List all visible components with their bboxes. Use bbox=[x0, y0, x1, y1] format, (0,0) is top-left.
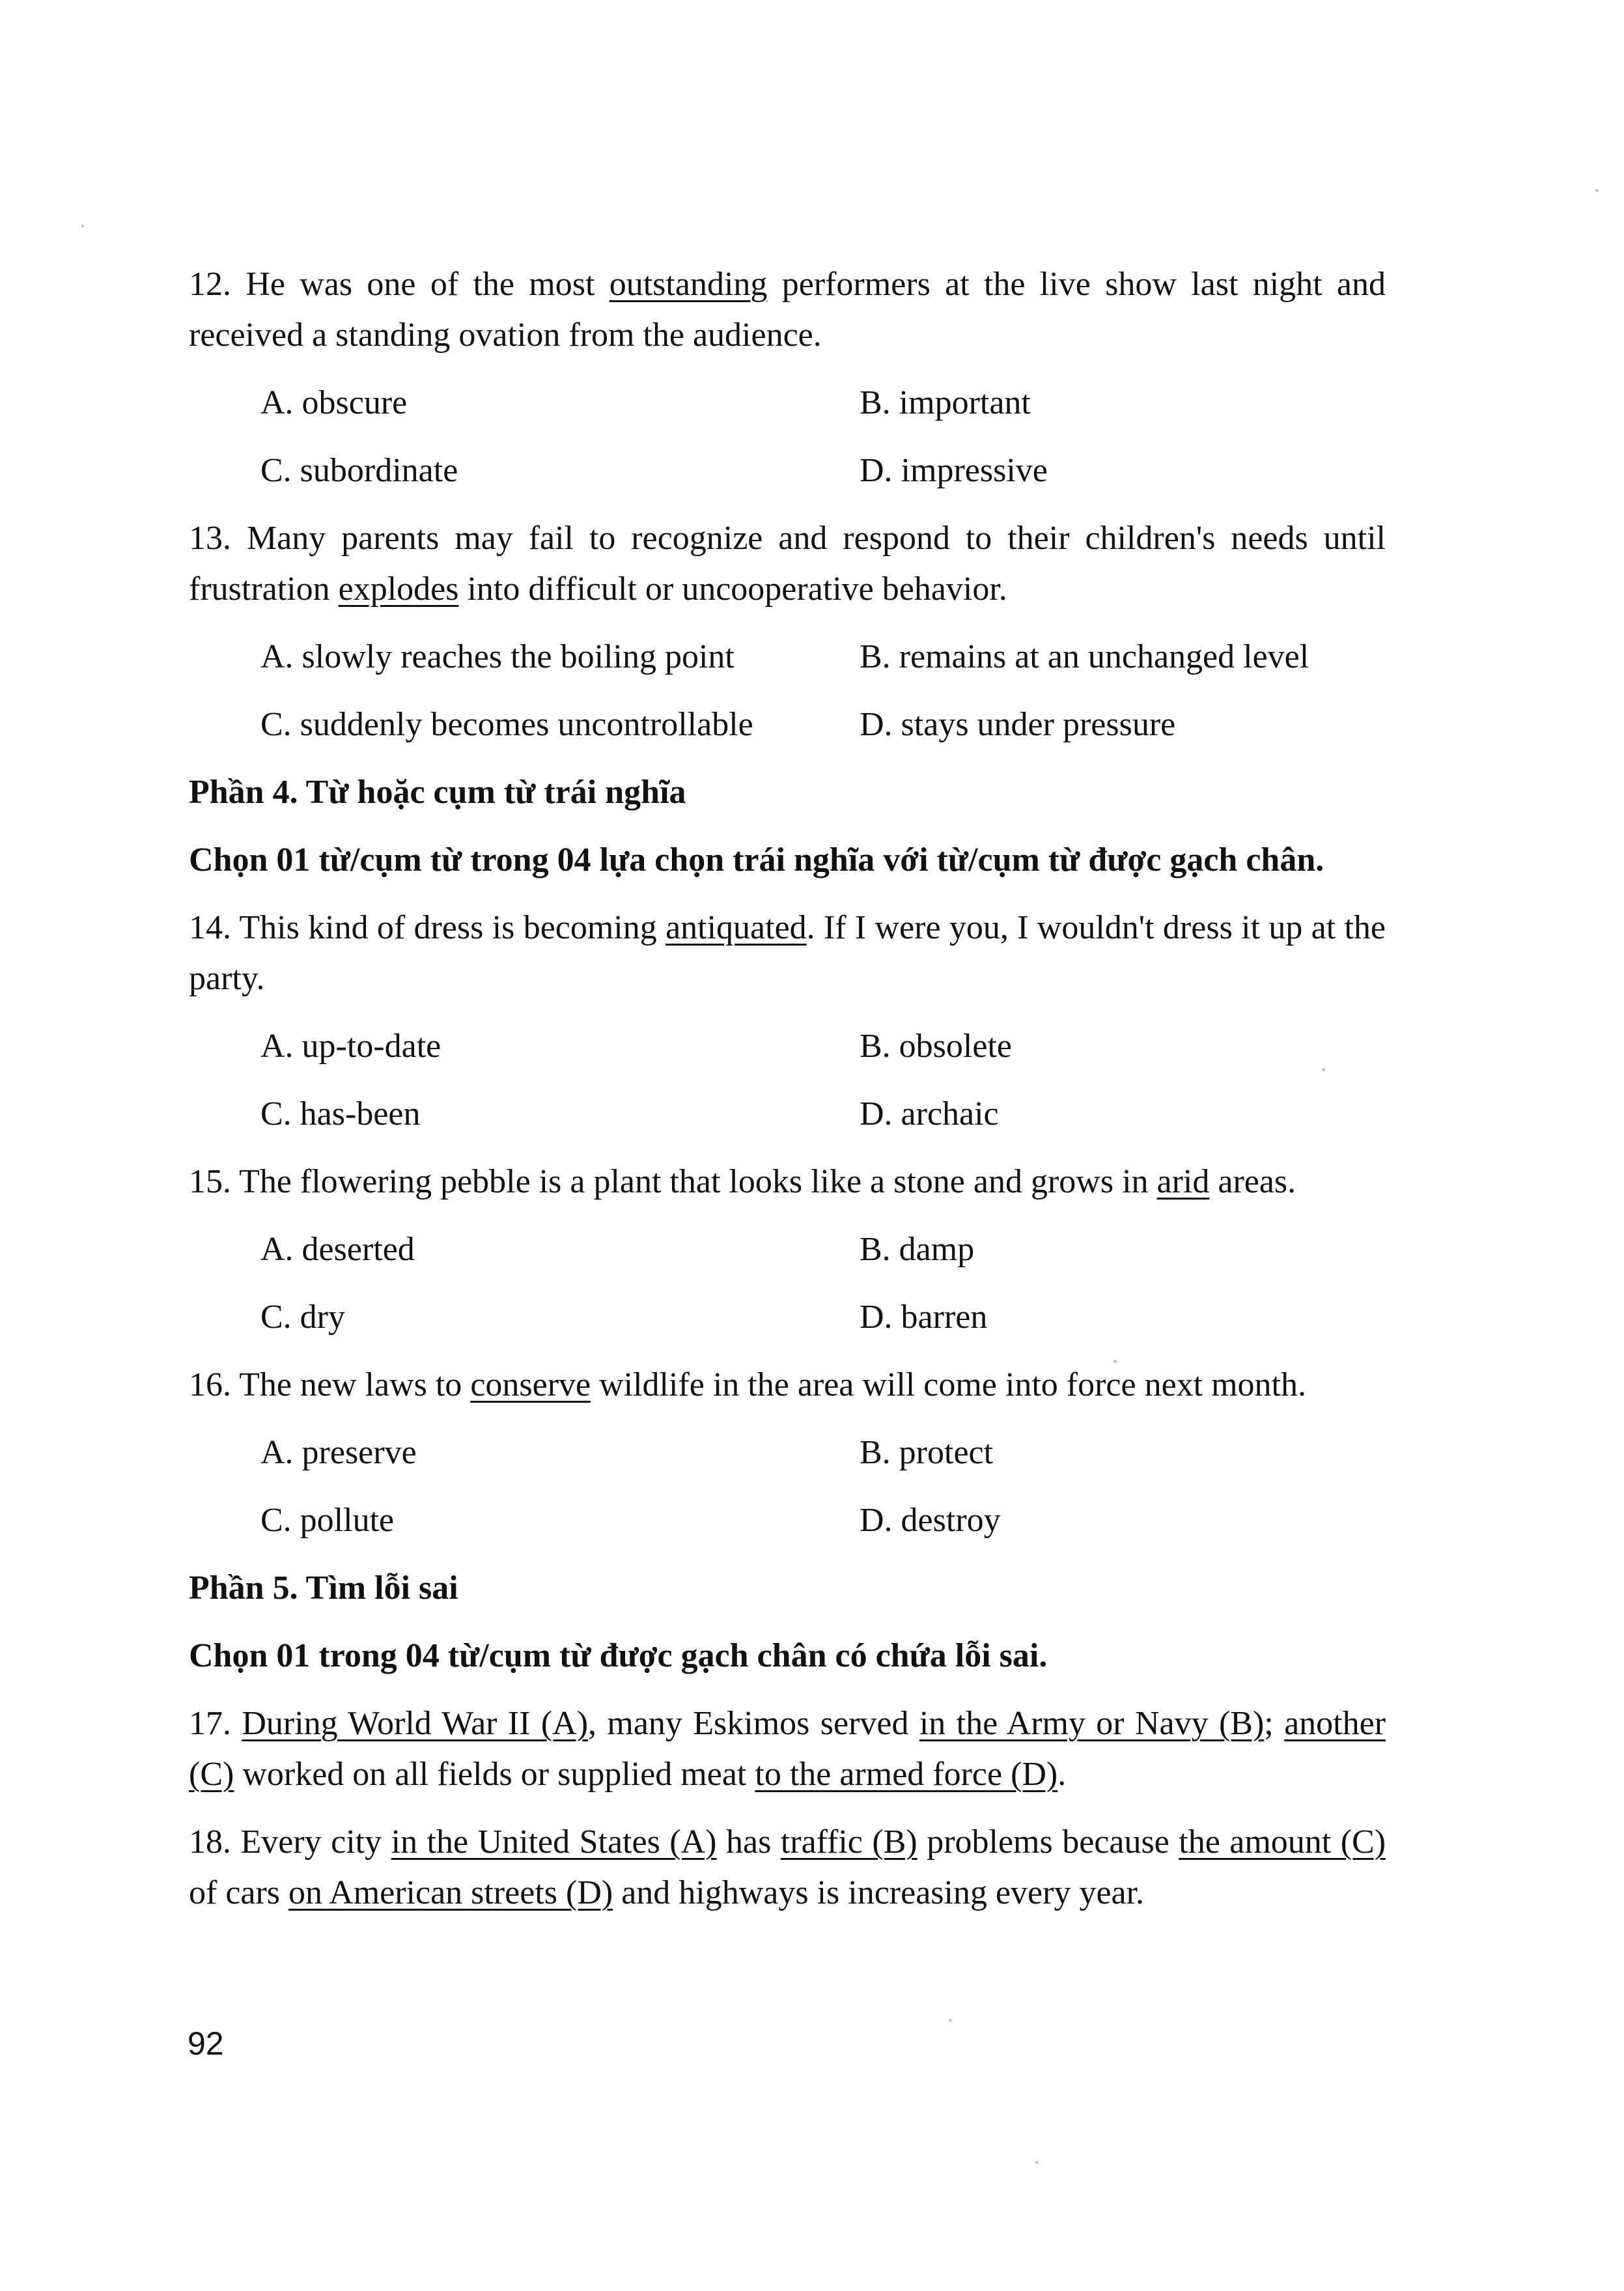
option-b[interactable]: B. remains at an unchanged level bbox=[860, 638, 1309, 675]
option-d[interactable]: D. stays under pressure bbox=[860, 706, 1176, 743]
question-number: 12. bbox=[189, 266, 231, 303]
question-15 bbox=[189, 1157, 1386, 1207]
underlined-word: outstanding bbox=[609, 266, 768, 303]
question-text: . If I were you, I wouldn't dress it up at the party. bbox=[189, 909, 1386, 997]
question-number: 17. bbox=[189, 1705, 231, 1742]
underlined-segment-b[interactable]: in the Army or Navy (B) bbox=[919, 1705, 1265, 1742]
option-d[interactable]: D. impressive bbox=[860, 452, 1048, 489]
options-q15 bbox=[189, 1224, 1386, 1343]
section-4-instruction: Chọn 01 từ/cụm từ trong 04 lựa chọn trái nghĩa với từ/cụm từ được gạch chân. bbox=[189, 841, 1324, 878]
option-a[interactable]: A. preserve bbox=[260, 1434, 417, 1471]
question-text: of cars bbox=[189, 1874, 281, 1911]
question-18 bbox=[189, 1817, 1386, 1919]
section-5-instruction: Chọn 01 trong 04 từ/cụm từ được gạch chân có chứa lỗi sai. bbox=[189, 1637, 1048, 1674]
underlined-word: arid bbox=[1156, 1163, 1210, 1200]
question-16 bbox=[189, 1360, 1386, 1411]
question-text: problems because bbox=[927, 1823, 1169, 1861]
question-13 bbox=[189, 513, 1386, 615]
question-text: The new laws to bbox=[239, 1366, 462, 1403]
section-5-title: Phần 5. Tìm lỗi sai bbox=[189, 1569, 458, 1607]
question-text: , many Eskimos served bbox=[588, 1705, 909, 1742]
option-d[interactable]: D. barren bbox=[860, 1299, 988, 1336]
underlined-word: explodes bbox=[338, 570, 459, 608]
option-a[interactable]: A. up-to-date bbox=[260, 1028, 441, 1065]
options-q12 bbox=[189, 378, 1386, 496]
option-b[interactable]: B. damp bbox=[860, 1231, 975, 1268]
page-number: 92 bbox=[188, 2025, 224, 2062]
option-d[interactable]: D. archaic bbox=[860, 1095, 999, 1132]
underlined-segment-b[interactable]: traffic (B) bbox=[780, 1823, 917, 1861]
question-text: worked on all fields or supplied meat bbox=[242, 1756, 747, 1793]
question-text: The flowering pebble is a plant that looks like a stone and grows in bbox=[239, 1163, 1149, 1200]
question-number: 16. bbox=[189, 1366, 231, 1403]
question-number: 18. bbox=[189, 1823, 231, 1861]
option-b[interactable]: B. important bbox=[860, 384, 1031, 421]
option-a[interactable]: A. obscure bbox=[260, 384, 408, 421]
underlined-word: antiquated bbox=[665, 909, 807, 946]
question-number: 15. bbox=[189, 1163, 231, 1200]
options-q13 bbox=[189, 632, 1386, 750]
section-4-title: Phần 4. Từ hoặc cụm từ trái nghĩa bbox=[189, 774, 686, 811]
option-c[interactable]: C. pollute bbox=[260, 1502, 395, 1539]
question-text: Every city bbox=[240, 1823, 382, 1861]
question-text: wildlife in the area will come into force next month. bbox=[599, 1366, 1306, 1403]
question-text: . bbox=[1057, 1756, 1067, 1793]
question-text: He was one of the most bbox=[245, 266, 595, 303]
question-text: into difficult or uncooperative behavior. bbox=[467, 570, 1007, 608]
question-17 bbox=[189, 1698, 1386, 1800]
scan-speck bbox=[1322, 1068, 1325, 1071]
underlined-segment-a[interactable]: During World War II (A) bbox=[242, 1705, 589, 1742]
option-c[interactable]: C. dry bbox=[260, 1299, 345, 1336]
scan-speck bbox=[1035, 2161, 1039, 2164]
question-text: ; bbox=[1264, 1705, 1274, 1742]
question-text: and highways is increasing every year. bbox=[621, 1874, 1145, 1911]
options-q16 bbox=[189, 1427, 1386, 1546]
underlined-segment-d[interactable]: on American streets (D) bbox=[288, 1874, 613, 1911]
underlined-word: conserve bbox=[470, 1366, 591, 1403]
scan-speck bbox=[1113, 1360, 1117, 1363]
option-b[interactable]: B. protect bbox=[860, 1434, 994, 1471]
question-number: 13. bbox=[189, 520, 231, 557]
option-c[interactable]: C. has-been bbox=[260, 1095, 421, 1132]
underlined-segment-c[interactable]: another (C) bbox=[189, 1705, 1386, 1793]
question-text: Many parents may fail to recognize and respond to their children's needs until frustration bbox=[189, 520, 1386, 608]
question-text: This kind of dress is becoming bbox=[239, 909, 657, 946]
underlined-segment-a[interactable]: in the United States (A) bbox=[391, 1823, 717, 1861]
worksheet-page bbox=[189, 259, 1386, 1935]
underlined-segment-c[interactable]: the amount (C) bbox=[1179, 1823, 1386, 1861]
underlined-segment-d[interactable]: to the armed force (D) bbox=[755, 1756, 1058, 1793]
question-number: 14. bbox=[189, 909, 231, 946]
option-c[interactable]: C. suddenly becomes uncontrollable bbox=[260, 706, 753, 743]
question-text: areas. bbox=[1218, 1163, 1296, 1200]
option-d[interactable]: D. destroy bbox=[860, 1502, 1001, 1539]
option-c[interactable]: C. subordinate bbox=[260, 452, 458, 489]
option-a[interactable]: A. slowly reaches the boiling point bbox=[260, 638, 735, 675]
scan-speck bbox=[949, 2019, 952, 2022]
question-14 bbox=[189, 903, 1386, 1004]
question-text: performers at the live show last night and received a standing ovation from the audience. bbox=[189, 266, 1386, 354]
question-12 bbox=[189, 259, 1386, 361]
scan-speck bbox=[1595, 189, 1599, 192]
scan-speck bbox=[81, 225, 84, 227]
question-text: has bbox=[725, 1823, 772, 1861]
option-b[interactable]: B. obsolete bbox=[860, 1028, 1012, 1065]
option-a[interactable]: A. deserted bbox=[260, 1231, 415, 1268]
options-q14 bbox=[189, 1021, 1386, 1140]
